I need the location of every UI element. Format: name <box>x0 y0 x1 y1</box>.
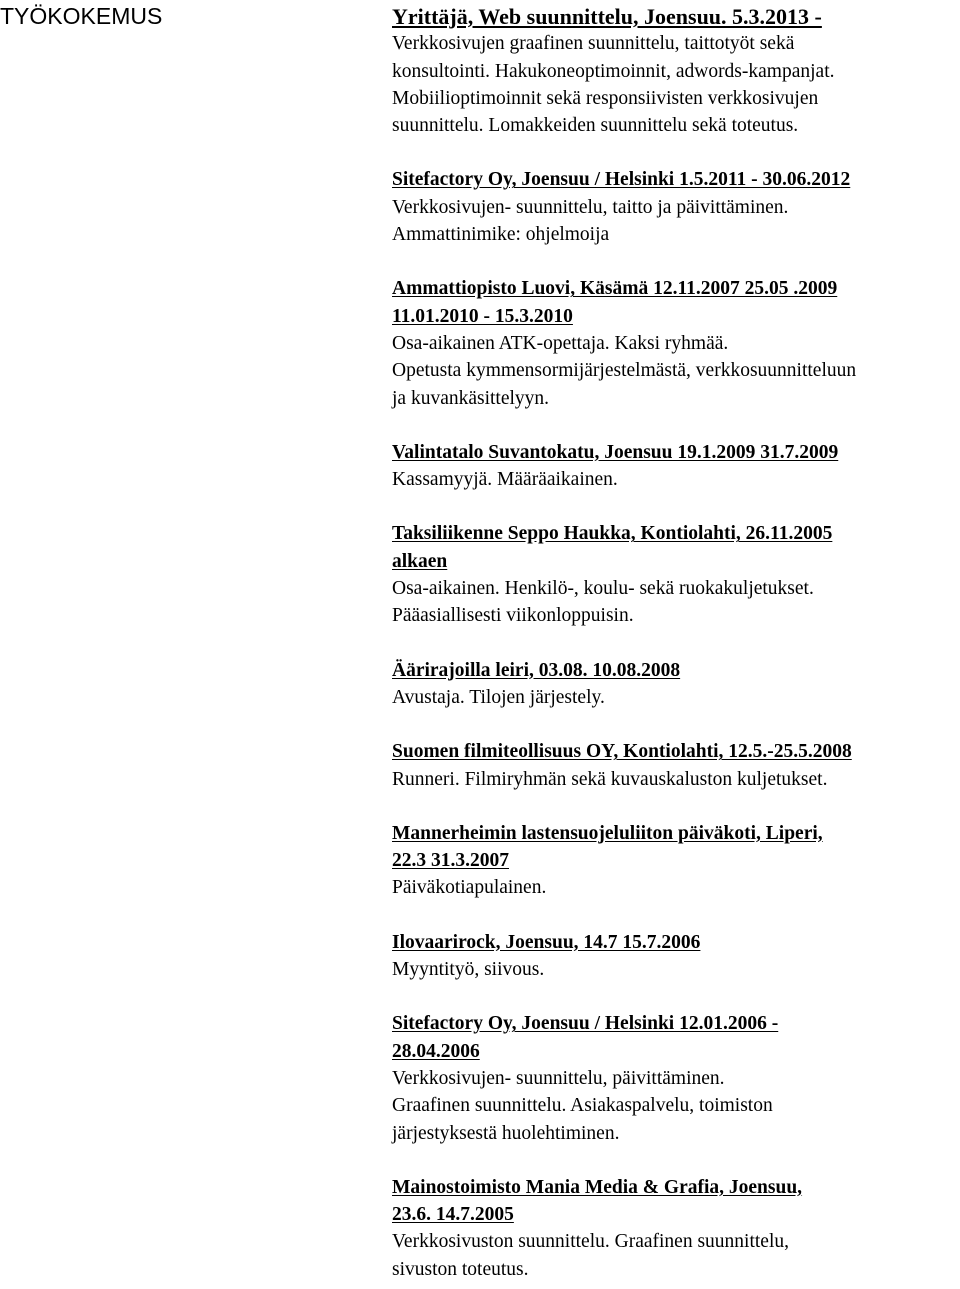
entry-detail: Osa-aikainen ATK-opettaja. Kaksi ryhmää. <box>392 332 729 354</box>
entry-heading: 22.3 31.3.2007 <box>392 850 509 872</box>
work-entry <box>392 929 960 984</box>
entry-heading: 23.6. 14.7.2005 <box>392 1204 514 1226</box>
entry-heading: 11.01.2010 - 15.3.2010 <box>392 305 573 327</box>
entry-detail: suunnittelu. Lomakkeiden suunnittelu sekä toteutus. <box>392 115 799 137</box>
entry-detail: Mobiilioptimoinnit sekä responsiivisten verkkosivujen <box>392 87 819 109</box>
entry-detail: Osa-aikainen. Henkilö-, koulu- sekä ruokakuljetukset. <box>392 578 814 600</box>
work-experience-list <box>392 3 960 1283</box>
entry-detail: Graafinen suunnittelu. Asiakaspalvelu, toimiston <box>392 1095 773 1117</box>
work-entry <box>392 439 960 494</box>
entry-heading: Mannerheimin lastensuojeluliiton päiväkoti, Liperi, <box>392 822 823 844</box>
entry-heading: Valintatalo Suvantokatu, Joensuu 19.1.2009 31.7.2009 <box>392 441 839 463</box>
entry-detail: järjestyksestä huolehtiminen. <box>392 1122 620 1144</box>
entry-detail: Verkkosivujen- suunnittelu, taitto ja päivittäminen. <box>392 196 789 218</box>
entry-detail: ja kuvankäsittelyyn. <box>392 387 550 409</box>
work-entry <box>392 820 960 902</box>
work-entry <box>392 275 960 411</box>
entry-heading: Äärirajoilla leiri, 03.08. 10.08.2008 <box>392 659 681 681</box>
entry-detail: Kassamyyjä. Määräaikainen. <box>392 469 618 491</box>
entry-detail: Ammattinimike: ohjelmoija <box>392 224 610 246</box>
entry-detail: Runneri. Filmiryhmän sekä kuvauskaluston kuljetukset. <box>392 768 828 790</box>
entry-heading: alkaen <box>392 550 448 572</box>
entry-heading: Ammattiopisto Luovi, Käsämä 12.11.2007 25.05 .2009 <box>392 278 838 300</box>
entry-heading: Taksiliikenne Seppo Haukka, Kontiolahti, 26.11.2005 <box>392 523 833 545</box>
work-entry <box>392 3 960 139</box>
entry-detail: konsultointi. Hakukoneoptimoinnit, adwords-kampanjat. <box>392 60 835 82</box>
entry-heading: Ilovaarirock, Joensuu, 14.7 15.7.2006 <box>392 931 701 953</box>
entry-heading: Yrittäjä, Web suunnittelu, Joensuu. 5.3.2013 - <box>392 4 822 29</box>
entry-detail: Verkkosivujen graafinen suunnittelu, taittotyöt sekä <box>392 33 795 55</box>
entry-detail: Verkkosivuston suunnittelu. Graafinen suunnittelu, <box>392 1231 789 1253</box>
work-entry <box>392 738 960 793</box>
entry-heading: Suomen filmiteollisuus OY, Kontiolahti, 12.5.-25.5.2008 <box>392 741 852 763</box>
entry-detail: Pääasiallisesti viikonloppuisin. <box>392 605 634 627</box>
entry-detail: sivuston toteutus. <box>392 1258 529 1280</box>
entry-heading: Mainostoimisto Mania Media & Grafia, Joensuu, <box>392 1176 803 1198</box>
work-entry <box>392 657 960 712</box>
work-entry <box>392 1174 960 1283</box>
entry-heading: Sitefactory Oy, Joensuu / Helsinki 12.01.2006 - <box>392 1013 779 1035</box>
entry-detail: Avustaja. Tilojen järjestely. <box>392 686 605 708</box>
entry-detail: Verkkosivujen- suunnittelu, päivittäminen. <box>392 1067 725 1089</box>
section-title: TYÖKOKEMUS <box>0 3 163 29</box>
entry-heading: 28.04.2006 <box>392 1040 480 1062</box>
entry-detail: Myyntityö, siivous. <box>392 959 545 981</box>
work-entry <box>392 1010 960 1146</box>
entry-detail: Opetusta kymmensormijärjestelmästä, verkkosuunnitteluun <box>392 360 857 382</box>
work-entry <box>392 520 960 629</box>
entry-heading: Sitefactory Oy, Joensuu / Helsinki 1.5.2011 - 30.06.2012 <box>392 169 851 191</box>
work-entry <box>392 166 960 248</box>
entry-detail: Päiväkotiapulainen. <box>392 877 547 899</box>
